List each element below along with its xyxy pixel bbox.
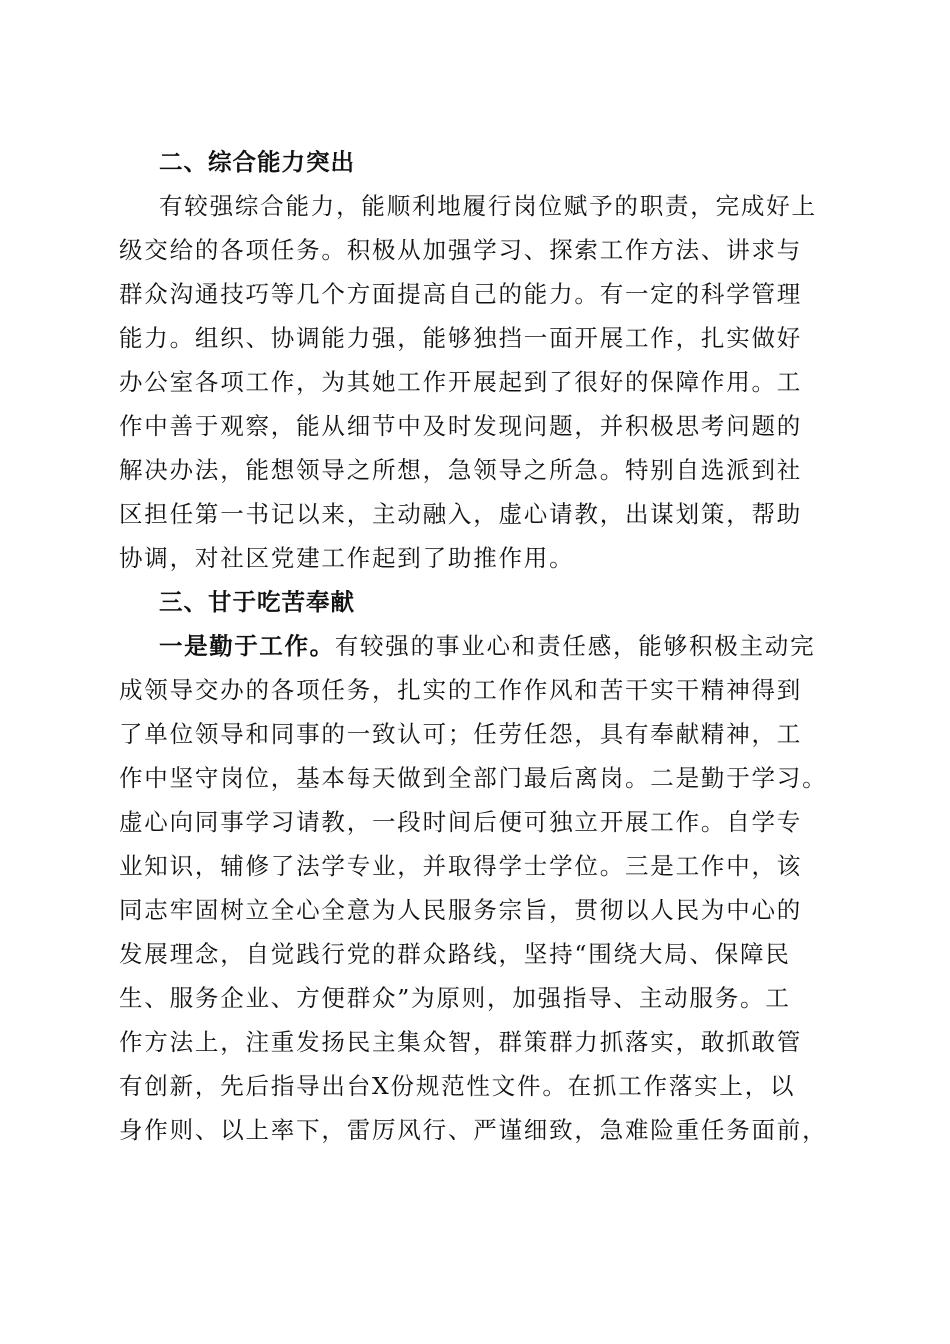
section-2-line: 有较强综合能力，能顺利地履行岗位赋予的职责，完成好上 — [159, 192, 817, 220]
section-3-line: 虚心向同事学习请教，一段时间后便可独立开展工作。自学专 — [119, 808, 803, 836]
section-3-line: 作方法上，注重发扬民主集众智，群策群力抓落实，敢抓敢管 — [119, 1028, 803, 1056]
section-2-line: 群众沟通技巧等几个方面提高自己的能力。有一定的科学管理 — [119, 280, 803, 308]
section-3-line: 了单位领导和同事的一致认可；任劳任怨，具有奉献精神，工 — [119, 720, 803, 748]
section-3-line: 成领导交办的各项任务，扎实的工作作风和苦干实干精神得到 — [119, 676, 803, 704]
section-3-heading: 三、甘于吃苦奉献 — [159, 588, 355, 616]
section-3-first-line — [119, 624, 831, 668]
section-3-line: 发展理念，自觉践行党的群众路线，坚持“围绕大局、保障民 — [119, 940, 791, 968]
section-3-line: 作中坚守岗位，基本每天做到全部门最后离岗。二是勤于学习。 — [119, 764, 828, 792]
section-2-line: 作中善于观察，能从细节中及时发现问题，并积极思考问题的 — [119, 412, 803, 440]
section-3-line: 同志牢固树立全心全意为人民服务宗旨，贯彻以人民为中心的 — [119, 896, 803, 924]
section-2-line: 办公室各项工作，为其她工作开展起到了很好的保障作用。工 — [119, 368, 803, 396]
section-2-line: 解决办法，能想领导之所想，急领导之所急。特别自选派到社 — [119, 456, 803, 484]
section-3-lead: 一是勤于工作。 — [159, 632, 335, 660]
section-3-line: 生、服务企业、方便群众”为原则，加强指导、主动服务。工 — [119, 984, 791, 1012]
section-3-line: 有创新，先后指导出台X份规范性文件。在抓工作落实上，以 — [119, 1072, 796, 1100]
section-2-line: 协调，对社区党建工作起到了助推作用。 — [119, 544, 575, 572]
section-3-line: 身作则、以上率下，雷厉风行、严谨细致，急难险重任务面前， — [119, 1116, 828, 1144]
section-2-line: 级交给的各项任务。积极从加强学习、探索工作方法、讲求与 — [119, 236, 803, 264]
section-2-line: 区担任第一书记以来，主动融入，虚心请教，出谋划策，帮助 — [119, 500, 803, 528]
section-2-line: 能力。组织、协调能力强，能够独挡一面开展工作，扎实做好 — [119, 324, 803, 352]
document-page — [119, 140, 831, 1152]
section-2-heading: 二、综合能力突出 — [159, 148, 355, 176]
section-3-line: 业知识，辅修了法学专业，并取得学士学位。三是工作中，该 — [119, 852, 803, 880]
section-3-first-line-rest: 有较强的事业心和责任感，能够积极主动完 — [334, 632, 816, 660]
